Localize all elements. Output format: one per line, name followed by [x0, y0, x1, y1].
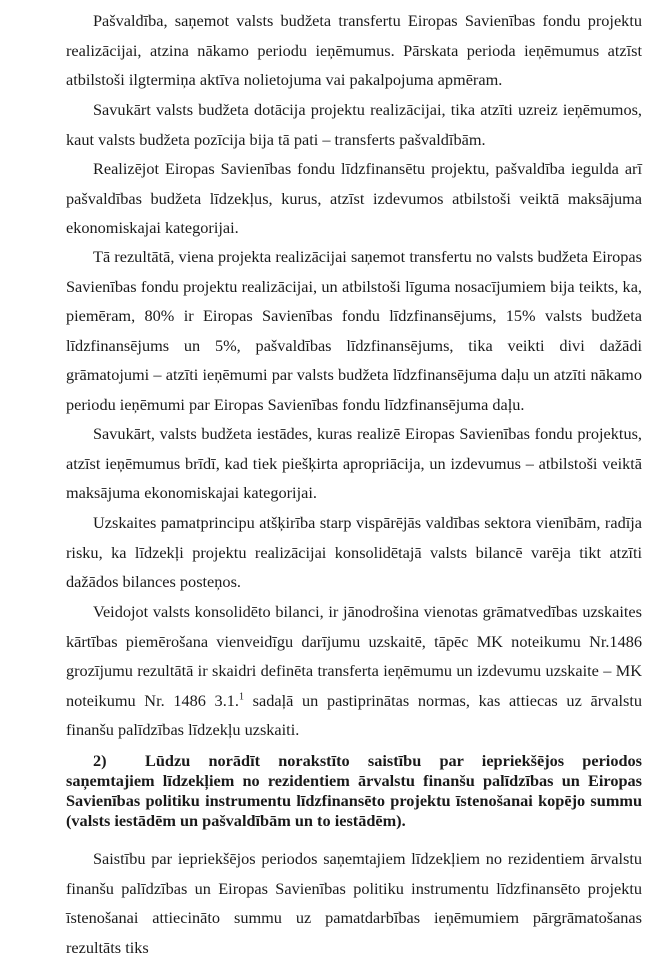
- paragraph-6: Uzskaites pamatprincipu atšķirība starp vispārējās valdības sektora vienībām, radīja risku, ka līdzekļi projektu realizācijai konsolidētajā valsts bilancē varēja tikt atzīti dažādos bilances posteņos.: [66, 513, 642, 592]
- question-text: Lūdzu norādīt norakstīto saistību par iepriekšējos periodos saņemtajiem līdzekļiem no rezidentiem ārvalstu finanšu palīdzības un Eiropas Savienības politiku instrumentu līdzfinansēto projektu īstenošanai kopējo summu (valsts iestādēm un pašvaldībām un to iestādēm).: [66, 751, 642, 830]
- paragraph-7-text-before: Veidojot valsts konsolidēto bilanci, ir jānodrošina vienotas grāmatvedības uzskaites kārtības piemērošana vienveidīgu darījumu uzskaitē, tāpēc MK noteikumu Nr.1486 grozījumu rezultātā ir skaidri definēta transferta ieņēmumu un izdevumu uzskaite – MK noteikumu Nr. 1486 3.1.: [66, 602, 642, 710]
- paragraph-1: Pašvaldība, saņemot valsts budžeta transfertu Eiropas Savienības fondu projektu realizācijai, atzina nākamo periodu ieņēmumus. Pārskata perioda ieņēmumus atzīst atbilstoši ilgtermiņa aktīva nolietojuma vai pakalpojuma apmēram.: [66, 11, 642, 90]
- paragraph-7: [66, 597, 642, 745]
- paragraph-3: Realizējot Eiropas Savienības fondu līdzfinansētu projektu, pašvaldība iegulda arī pašvaldības budžeta līdzekļus, kurus, atzīst izdevumos atbilstoši veiktā maksājuma ekonomiskajai kategorijai.: [66, 159, 642, 238]
- question-heading: [66, 751, 642, 831]
- paragraph-4: Tā rezultātā, viena projekta realizācijai saņemot transfertu no valsts budžeta Eiropas Savienības fondu projektu realizācijai, un atbilstoši līguma nosacījumiem bija teikts, ka, piemēram, 80% ir Eiropas Savienības fondu līdzfinansējums, 15% valsts budžeta līdzfinansējums un 5%, pašvaldības līdzfinansējums, tika veikti divi dažādi grāmatojumi – atzīti ieņēmumi par valsts budžeta līdzfinansējuma daļu un atzīti nākamo periodu ieņēmumi par Eiropas Savienības fondu līdzfinansējuma daļu.: [66, 247, 642, 414]
- question-number: 2): [93, 751, 107, 770]
- paragraph-2: Savukārt valsts budžeta dotācija projektu realizācijai, tika atzīti uzreiz ieņēmumos, kaut valsts budžeta pozīcija bija tā pati – transferts pašvaldībām.: [66, 100, 642, 149]
- footnote-marker: 1: [238, 691, 244, 703]
- answer-paragraph: Saistību par iepriekšējos periodos saņemtajiem līdzekļiem no rezidentiem ārvalstu finanšu palīdzības un Eiropas Savienības politiku instrumentu līdzfinansēto projektu īstenošanai attiecināto summu uz pamatdarbības ieņēmumiem pārgrāmatošanas rezultāts tiks: [66, 849, 642, 957]
- paragraph-5: Savukārt, valsts budžeta iestādes, kuras realizē Eiropas Savienības fondu projektus, atzīst ieņēmumus brīdī, kad tiek piešķirta apropriācija, un izdevumus – atbilstoši veiktā maksājuma ekonomiskajai kategorijai.: [66, 424, 642, 503]
- paragraph-7-text-after: sadaļā un pastiprinātas normas, kas attiecas uz ārvalstu finanšu palīdzības līdzekļu uzskaiti.: [66, 690, 643, 740]
